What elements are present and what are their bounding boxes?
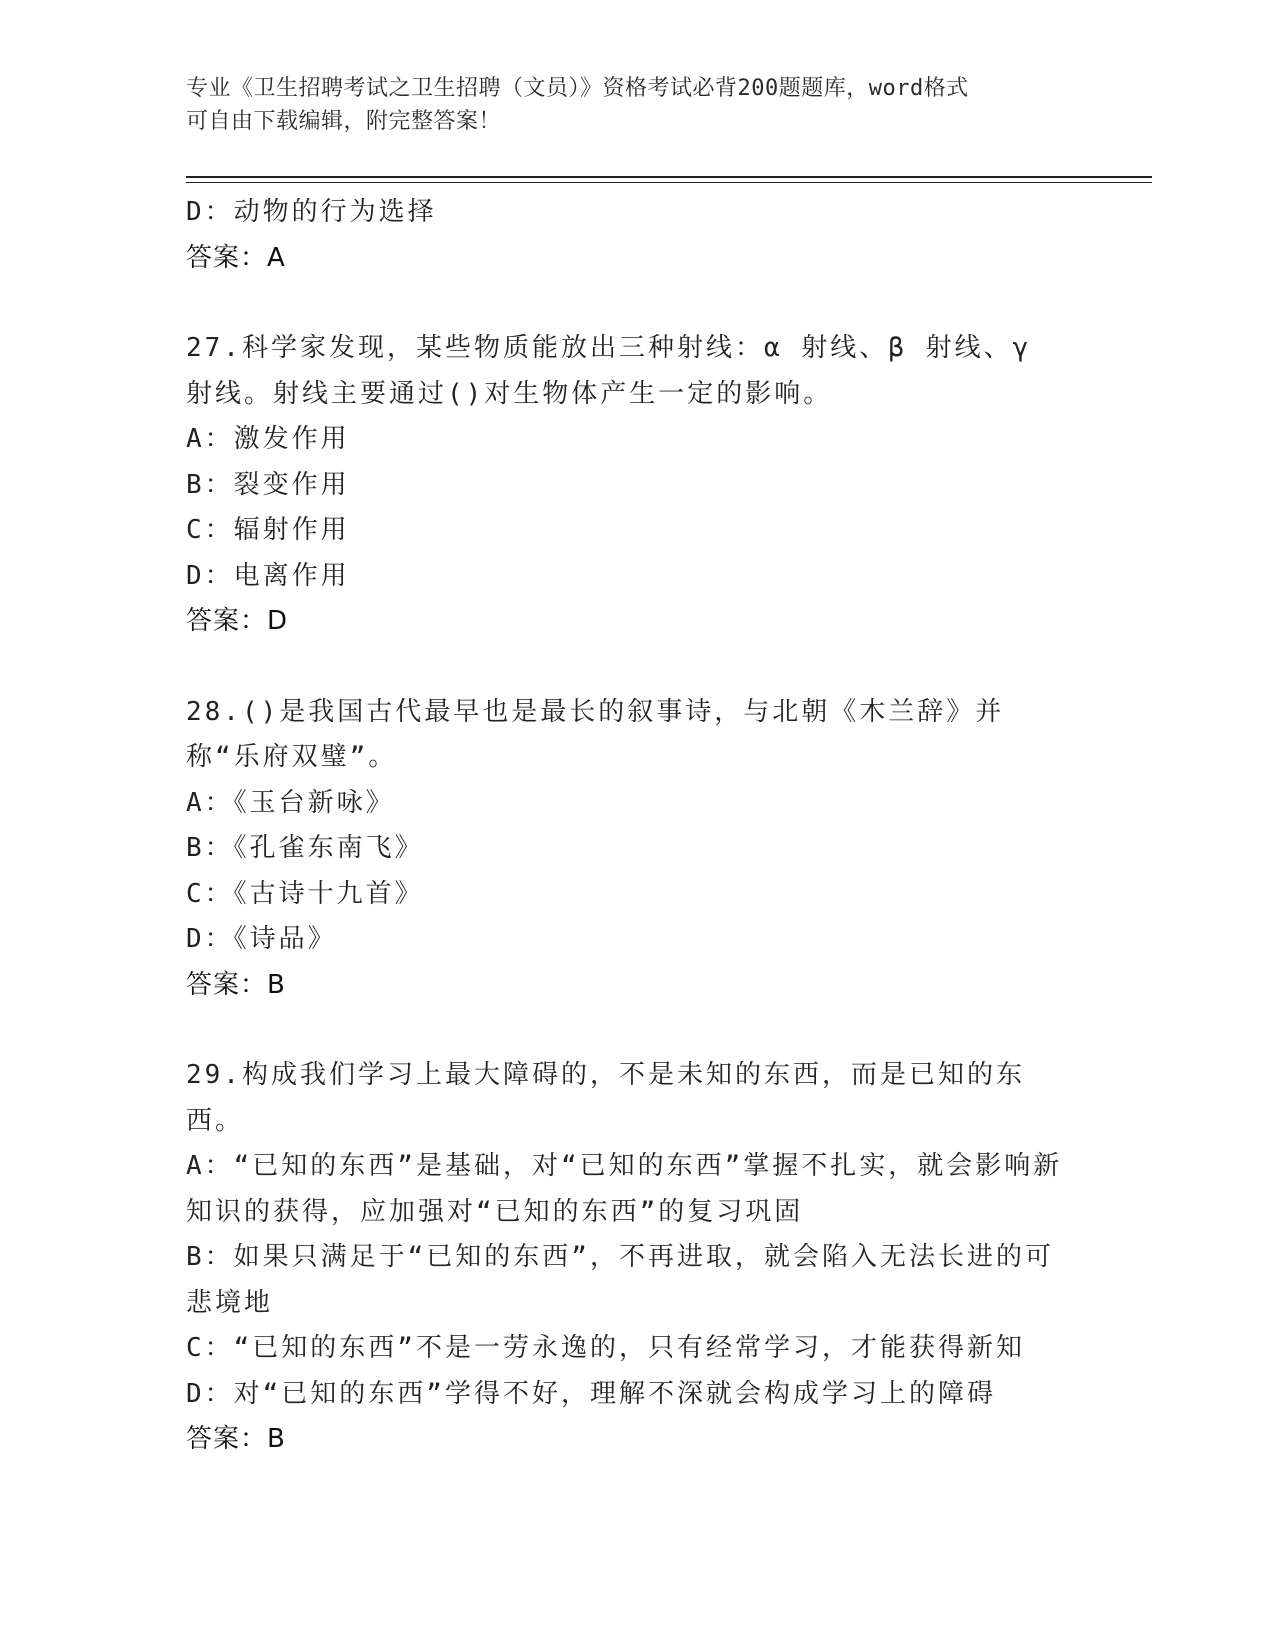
spacer	[186, 281, 1066, 326]
header-title-line-2: 可自由下载编辑，附完整答案！	[186, 109, 502, 134]
previous-question-tail	[186, 190, 1066, 281]
spacer	[186, 645, 1066, 690]
option-d: D：动物的行为选择	[186, 197, 437, 227]
answer-line: 答案：B	[186, 969, 286, 1000]
document-header	[186, 72, 1066, 138]
option-c: C：《古诗十九首》	[186, 878, 424, 909]
answer-line: 答案：A	[186, 242, 286, 273]
option-d: D：电离作用	[186, 560, 350, 591]
option-b: B：如果只满足于“已知的东西”，不再进取，就会陷入无法长进的可悲境地	[186, 1242, 1054, 1318]
option-b: B：《孔雀东南飞》	[186, 833, 424, 863]
option-a: A：激发作用	[186, 424, 350, 454]
header-title-line-1: 专业《卫生招聘考试之卫生招聘（文员）》资格考试必背200题题库，word格式	[186, 76, 969, 101]
question-29	[186, 1053, 1066, 1463]
option-a: A：“已知的东西”是基础，对“已知的东西”掌握不扎实，就会影响新知识的获得，应加强对“已知的东西”的复习巩固	[186, 1151, 1063, 1227]
document-body	[186, 190, 1066, 1463]
spacer	[186, 1008, 1066, 1053]
option-c: C：辐射作用	[186, 515, 350, 545]
header-divider-thick	[186, 176, 1152, 178]
option-c: C：“已知的东西”不是一劳永逸的，只有经常学习，才能获得新知	[186, 1333, 1025, 1363]
answer-line: 答案：B	[186, 1424, 286, 1454]
question-27	[186, 326, 1066, 645]
answer-line: 答案：D	[186, 606, 289, 636]
option-d: D：对“已知的东西”学得不好，理解不深就会构成学习上的障碍	[186, 1378, 996, 1409]
option-a: A：《玉台新咏》	[186, 787, 395, 818]
option-d: D：《诗品》	[186, 924, 337, 954]
question-stem: 29.构成我们学习上最大障碍的，不是未知的东西，而是已知的东西。	[186, 1060, 1025, 1136]
question-stem: 27.科学家发现，某些物质能放出三种射线：α 射线、β 射线、γ 射线。射线主要通过()对生物体产生一定的影响。	[186, 333, 1032, 409]
option-b: B：裂变作用	[186, 469, 350, 500]
question-28	[186, 690, 1066, 1009]
header-divider-thin	[186, 182, 1152, 183]
question-stem: 28.()是我国古代最早也是最长的叙事诗，与北朝《木兰辞》并称“乐府双璧”。	[186, 696, 1005, 772]
